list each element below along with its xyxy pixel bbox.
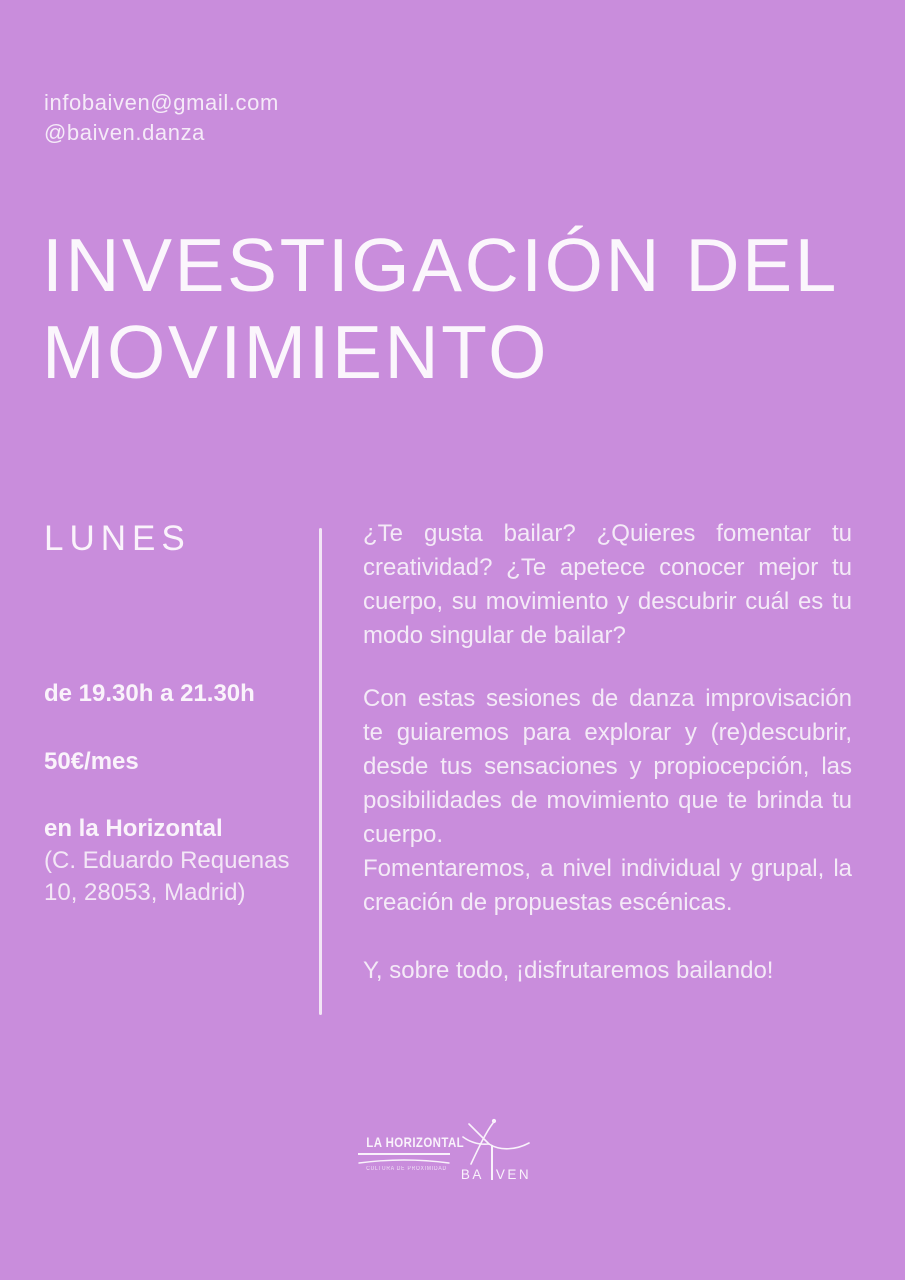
venue-address-line1: (C. Eduardo Requenas [44,847,290,874]
poster-title-line2: MOVIMIENTO [42,310,549,394]
poster-title-line1: INVESTIGACIÓN DEL [42,223,839,307]
baiven-wordmark-left: BA [460,1166,484,1182]
la-horizontal-arc-line [358,1156,450,1164]
description-paragraph-4: Y, sobre todo, ¡disfrutaremos bailando! [363,957,774,984]
contact-block [44,88,279,148]
la-horizontal-wordmark: LA HORIZONTAL [366,1134,465,1150]
schedule-day: LUNES [44,519,191,558]
baiven-wordmark-right: VEN [495,1166,532,1182]
contact-instagram-handle: @baiven.danza [44,120,206,145]
dancer-figure-dot [492,1119,496,1123]
schedule-details [44,678,314,909]
description-paragraph-1: ¿Te gusta bailar? ¿Quieres fomentar tu creatividad? ¿Te apetece conocer mejor tu cuerpo, su movimiento y descubrir cuál es tu modo singular de bailar? [363,520,852,649]
description-paragraph-3: Fomentaremos, a nivel individual y grupal, la creación de propuestas escénicas. [363,855,852,916]
la-horizontal-logo [358,1134,465,1172]
description-block [363,517,852,988]
poster-title [42,222,839,396]
venue-address-line2: 10, 28053, Madrid) [44,879,246,906]
description-paragraph-2: Con estas sesiones de danza improvisación te guiaremos para explorar y (re)descubrir, desde tus sensaciones y propiocepción, las posibilidades de movimiento que te brinda tu cuerpo. [363,685,852,848]
venue-name: en la Horizontal [44,815,223,842]
schedule-time: de 19.30h a 21.30h [44,680,255,707]
contact-email: infobaiven@gmail.com [44,90,279,115]
la-horizontal-rule [358,1153,450,1155]
la-horizontal-tagline: CULTURA DE PROXIMIDAD [366,1166,447,1172]
dancer-figure-icon [460,1117,532,1167]
vertical-divider [319,528,322,1015]
schedule-price: 50€/mes [44,748,139,775]
baiven-logo [460,1117,532,1181]
baiven-wordmark [460,1168,532,1182]
